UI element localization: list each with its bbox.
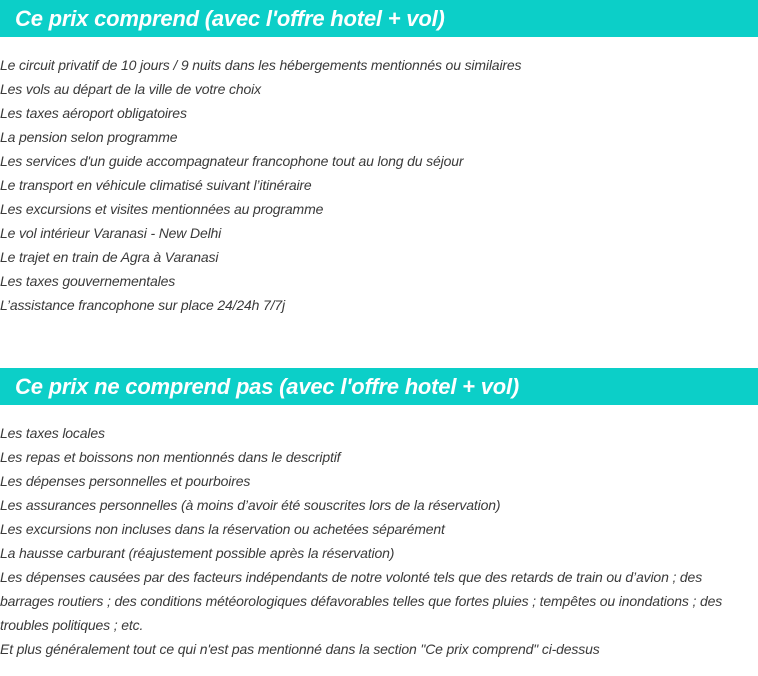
- list-item: Les repas et boissons non mentionnés dans le descriptif: [0, 449, 341, 465]
- list-item: Les assurances personnelles (à moins d’avoir été souscrites lors de la réservation): [0, 497, 501, 513]
- list-item: Les vols au départ de la ville de votre choix: [0, 81, 261, 97]
- list-item: Le vol intérieur Varanasi - New Delhi: [0, 225, 222, 241]
- list-item: Les dépenses personnelles et pourboires: [0, 473, 251, 489]
- list-item: Les dépenses causées par des facteurs indépendants de notre volonté tels que des retards de train ou d’avion ; des barrages routiers ; des conditions météorologiques défavorables telles que fortes pluies ; tempêtes ou inondations ; des troubles politiques ; etc.: [0, 569, 723, 633]
- excluded-list: [0, 421, 758, 661]
- excluded-header: [0, 368, 758, 405]
- list-item: La hausse carburant (réajustement possible après la réservation): [0, 545, 395, 561]
- list-item: Le trajet en train de Agra à Varanasi: [0, 249, 219, 265]
- list-item: La pension selon programme: [0, 129, 178, 145]
- list-item: Les excursions non incluses dans la réservation ou achetées séparément: [0, 521, 445, 537]
- included-title: Ce prix comprend (avec l'offre hotel + vol): [15, 5, 445, 31]
- excluded-title: Ce prix ne comprend pas (avec l'offre hotel + vol): [15, 373, 520, 399]
- excluded-section: [0, 368, 758, 661]
- list-item: Les excursions et visites mentionnées au programme: [0, 201, 324, 217]
- included-header: [0, 0, 758, 37]
- list-item: Le circuit privatif de 10 jours / 9 nuits dans les hébergements mentionnés ou similaires: [0, 57, 522, 73]
- list-item: Les taxes aéroport obligatoires: [0, 105, 187, 121]
- included-section: [0, 0, 758, 317]
- list-item: Les taxes locales: [0, 425, 105, 441]
- list-item: Les services d'un guide accompagnateur francophone tout au long du séjour: [0, 153, 464, 169]
- list-item: Et plus généralement tout ce qui n'est pas mentionné dans la section "Ce prix comprend" ci-dessus: [0, 641, 600, 657]
- included-list: [0, 53, 758, 317]
- list-item: Le transport en véhicule climatisé suivant l’itinéraire: [0, 177, 312, 193]
- list-item: Les taxes gouvernementales: [0, 273, 176, 289]
- list-item: L’assistance francophone sur place 24/24h 7/7j: [0, 297, 285, 313]
